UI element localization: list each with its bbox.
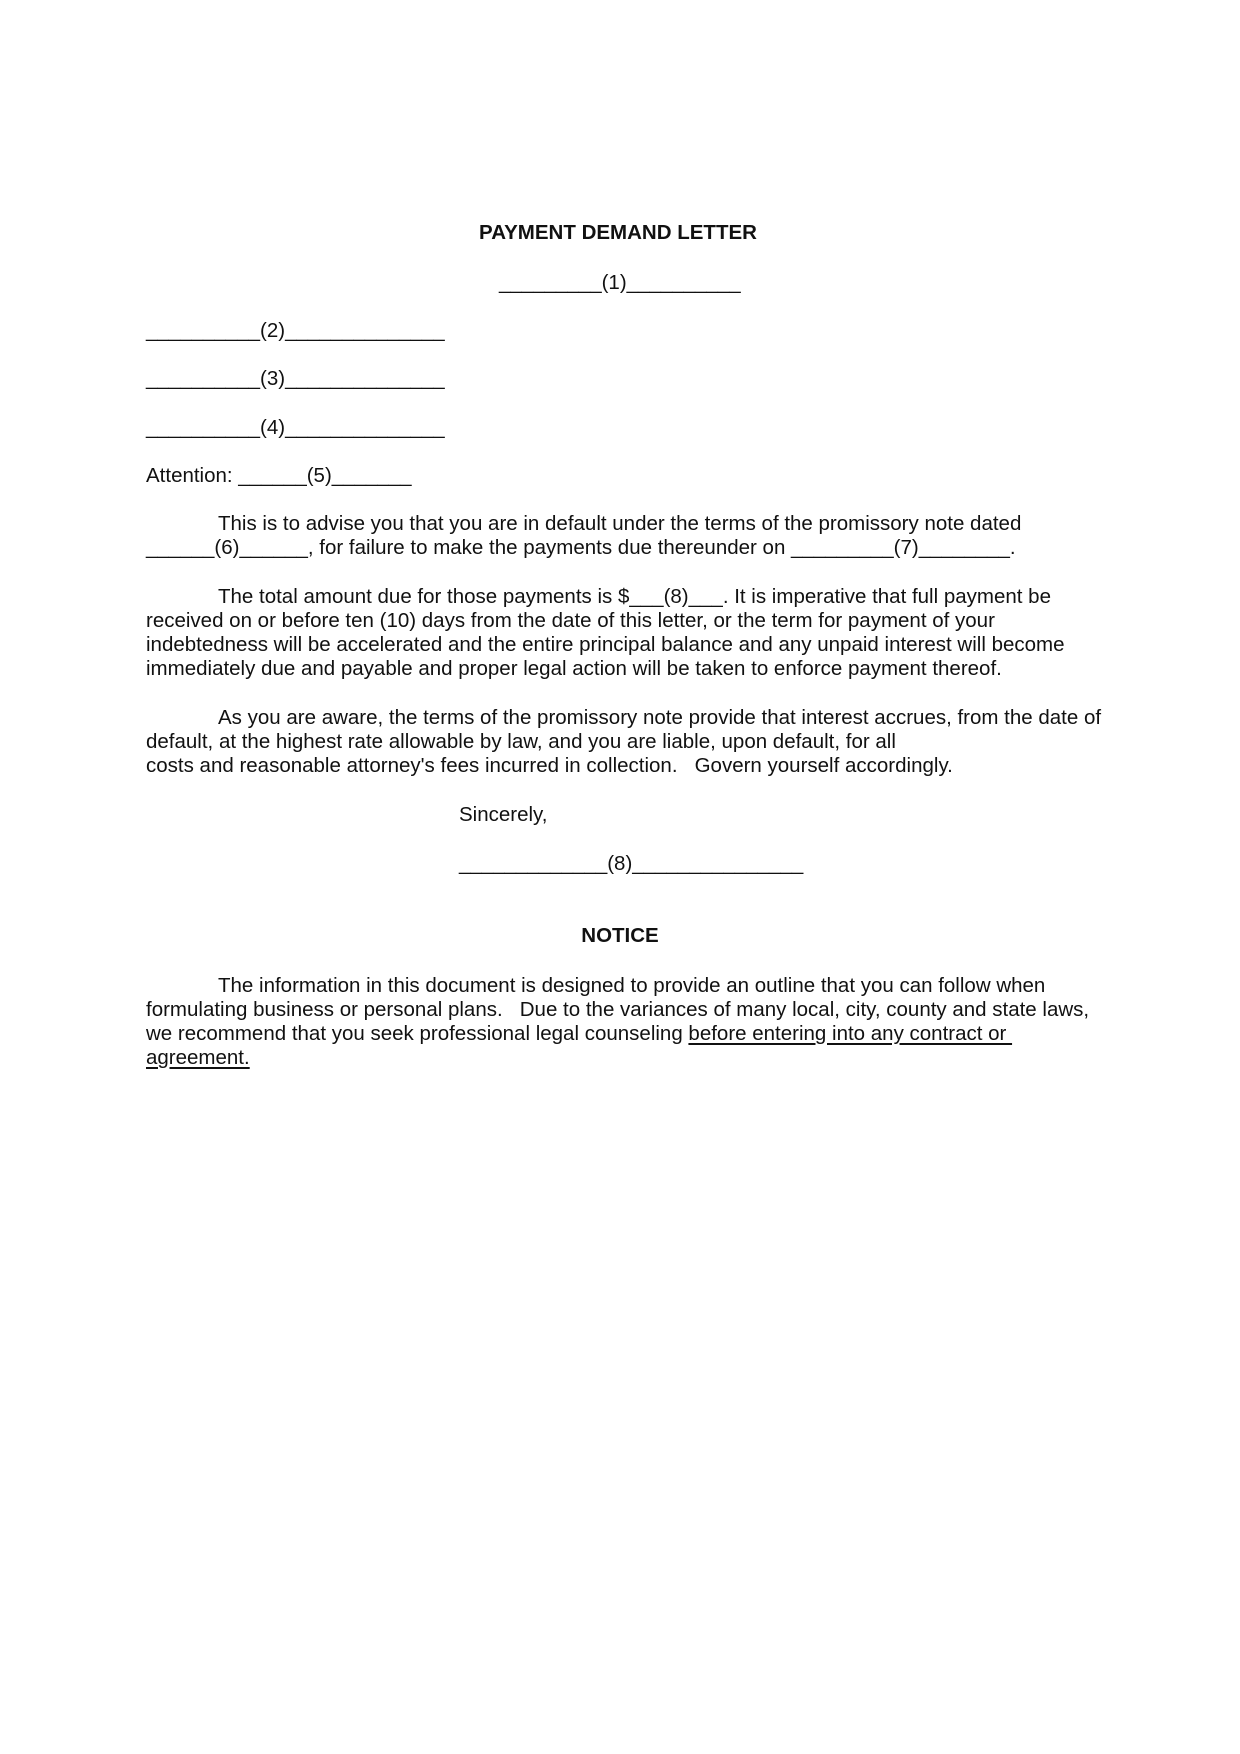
paragraph-line: received on or before ten (10) days from the date of this letter, or the term for payment of your: [146, 609, 995, 632]
recipient-city-line: __________(4)______________: [146, 416, 445, 439]
attention-line: Attention: ______(5)_______: [146, 464, 412, 487]
date-blank-line: _________(1)__________: [499, 271, 741, 294]
paragraph-line: default, at the highest rate allowable by law, and you are liable, upon default, for all: [146, 730, 896, 753]
letter-title: PAYMENT DEMAND LETTER: [479, 221, 757, 244]
notice-heading: NOTICE: [581, 924, 659, 947]
signature-blank-line: _____________(8)_______________: [459, 852, 804, 875]
notice-text: we recommend that you seek professional legal counseling: [146, 1022, 689, 1045]
paragraph-line: immediately due and payable and proper legal action will be taken to enforce payment thereof.: [146, 657, 1002, 680]
paragraph-line: indebtedness will be accelerated and the entire principal balance and any unpaid interest will become: [146, 633, 1065, 656]
paragraph-line: ______(6)______, for failure to make the payments due thereunder on _________(7)________.: [146, 536, 1016, 559]
notice-line: [146, 1046, 250, 1070]
closing-sincerely: Sincerely,: [459, 803, 548, 826]
notice-line: formulating business or personal plans. Due to the variances of many local, city, county and state laws,: [146, 998, 1090, 1021]
notice-underlined-text: agreement.: [146, 1046, 250, 1069]
notice-line: [146, 1022, 1012, 1046]
notice-underlined-text: before entering into any contract or: [688, 1022, 1013, 1045]
paragraph-line: costs and reasonable attorney's fees incurred in collection. Govern yourself accordingly.: [146, 754, 953, 777]
paragraph-line: As you are aware, the terms of the promissory note provide that interest accrues, from the date of: [218, 706, 1102, 729]
notice-line: The information in this document is designed to provide an outline that you can follow when: [218, 974, 1046, 997]
recipient-name-line: __________(2)______________: [146, 319, 445, 342]
recipient-address-line: __________(3)______________: [146, 367, 445, 390]
paragraph-line: This is to advise you that you are in default under the terms of the promissory note dated: [218, 512, 1022, 535]
paragraph-line: The total amount due for those payments is $___(8)___. It is imperative that full payment be: [218, 585, 1051, 608]
